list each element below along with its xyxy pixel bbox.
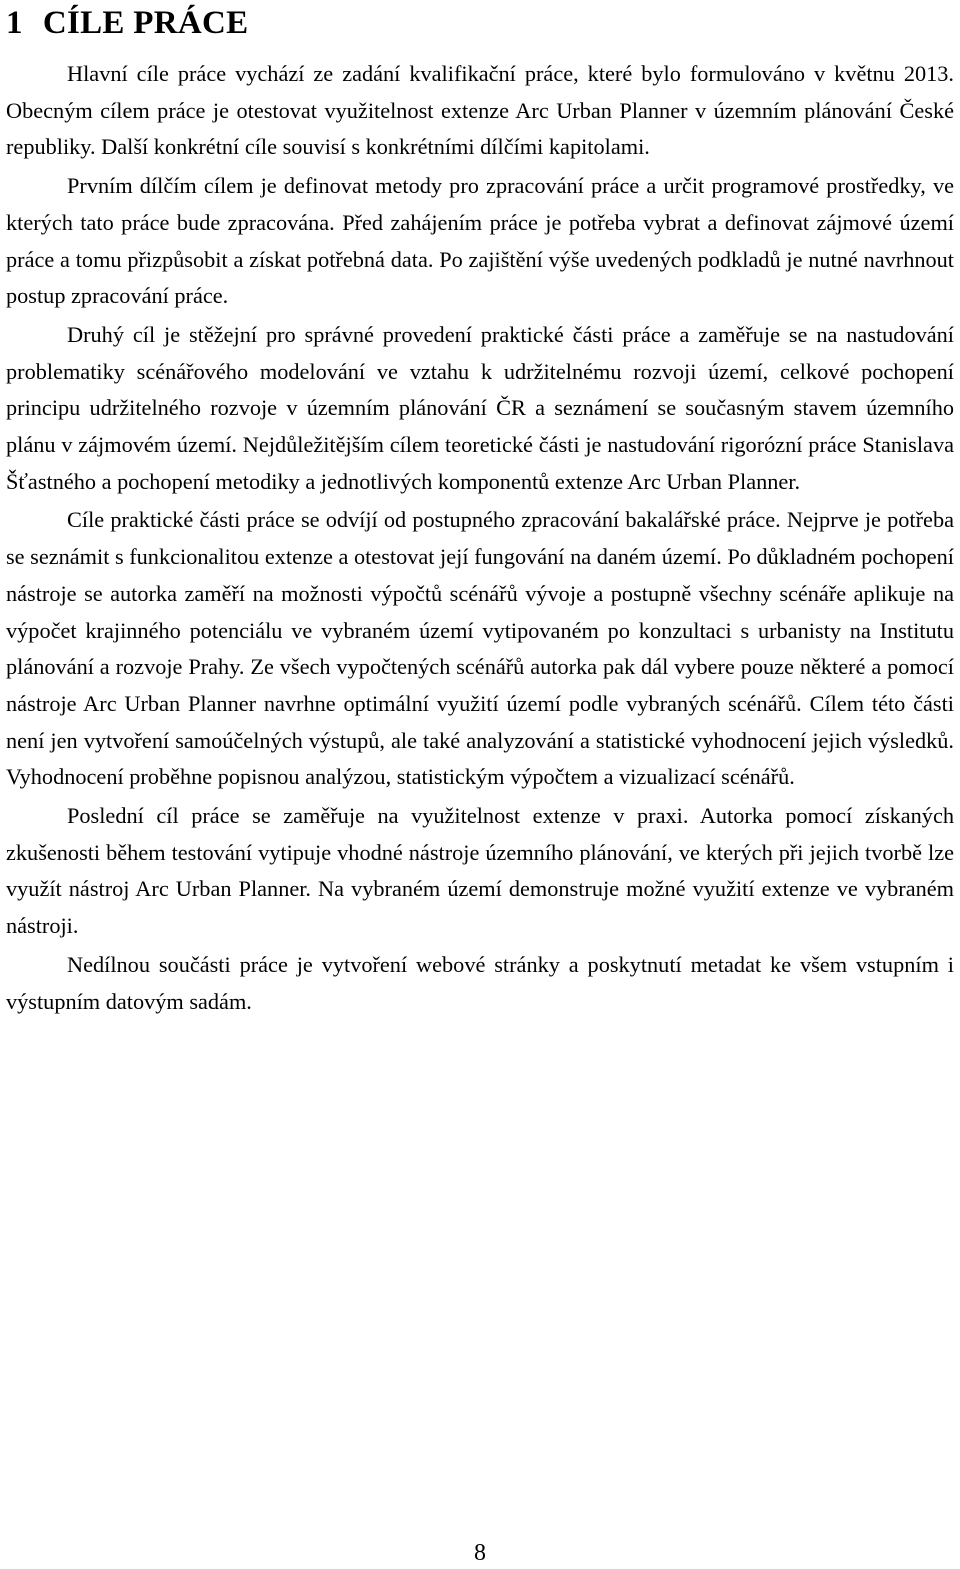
- document-page: [6, 0, 954, 1020]
- chapter-number: 1: [6, 5, 23, 41]
- chapter-heading: [6, 0, 954, 55]
- paragraph: Druhý cíl je stěžejní pro správné provedení praktické části práce a zaměřuje se na nastudování problematiky scénářového modelování ve vztahu k udržitelnému rozvoji území, celkové pochopení principu udržitelného rozvoje v územním plánování ČR a seznámení se současným stavem územního plánu v zájmovém území. Nejdůležitějším cílem teoretické části je nastudování rigorózní práce Stanislava Šťastného a pochopení metodiky a jednotlivých komponentů extenze Arc Urban Planner.: [6, 321, 954, 494]
- page-number: 8: [474, 1540, 486, 1566]
- paragraph: Hlavní cíle práce vychází ze zadání kvalifikační práce, které bylo formulováno v květnu 2013. Obecným cílem práce je otestovat využitelnost extenze Arc Urban Planner v územním plánování České republiky. Další konkrétní cíle souvisí s konkrétními dílčími kapitolami.: [6, 61, 954, 160]
- body-text: [6, 56, 954, 1020]
- paragraph: Nedílnou součásti práce je vytvoření webové stránky a poskytnutí metadat ke všem vstupním i výstupním datovým sadám.: [6, 951, 954, 1014]
- paragraph: Cíle praktické části práce se odvíjí od postupného zpracování bakalářské práce. Nejprve je potřeba se seznámit s funkcionalitou extenze a otestovat její fungování na daném území. Po důkladném pochopení nástroje se autorka zaměří na možnosti výpočtů scénářů vývoje a postupně všechny scénáře aplikuje na výpočet krajinného potenciálu ve vybraném území vytipovaném po konzultaci s urbanisty na Institutu plánování a rozvoje Prahy. Ze všech vypočtených scénářů autorka pak dál vybere pouze některé a pomocí nástroje Arc Urban Planner navrhne optimální využití území podle vybraných scénářů. Cílem této části není jen vytvoření samoúčelných výstupů, ale také analyzování a statistické vyhodnocení jejich výsledků. Vyhodnocení proběhne popisnou analýzou, statistickým výpočtem a vizualizací scénářů.: [6, 507, 954, 790]
- paragraph: Poslední cíl práce se zaměřuje na využitelnost extenze v praxi. Autorka pomocí získaných zkušenosti během testování vytipuje vhodné nástroje územního plánování, ve kterých při jejich tvorbě lze využít nástroj Arc Urban Planner. Na vybraném území demonstruje možné využití extenze ve vybraném nástroji.: [6, 803, 954, 939]
- chapter-title: CÍLE PRÁCE: [42, 5, 249, 41]
- paragraph: Prvním dílčím cílem je definovat metody pro zpracování práce a určit programové prostředky, ve kterých tato práce bude zpracována. Před zahájením práce je potřeba vybrat a definovat zájmové území práce a tomu přizpůsobit a získat potřebná data. Po zajištění výše uvedených podkladů je nutné navrhnout postup zpracování práce.: [6, 173, 954, 309]
